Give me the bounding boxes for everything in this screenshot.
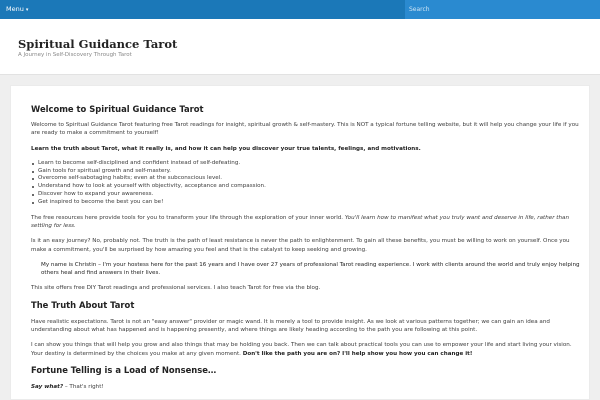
benefits-list (31, 160, 581, 207)
search-box (405, 0, 600, 19)
article (31, 104, 581, 398)
offers-paragraph: This site offers free DIY Tarot readings and professional services. I also teach Tarot for free via the blog. (31, 285, 321, 292)
learn-truth-paragraph: Learn the truth about Tarot, what it really is, and how it can help you discover your true talents, feelings, and motivations. (31, 145, 421, 152)
intro-paragraph: Welcome to Spiritual Guidance Tarot featuring free Tarot readings for insight, spiritual growth & self-mastery. This is NOT a typical fortune telling website, but it will help you change your life if you are ready to make a commitment to yourself! (31, 122, 579, 137)
resources-text: The free resources here provide tools for you to transform your life through the exploration of your inner world. (31, 214, 344, 221)
page-title: Welcome to Spiritual Guidance Tarot (31, 104, 204, 114)
say-what-emphasis: Say what? (31, 383, 64, 390)
easy-journey-paragraph: Is it an easy journey? No, probably not. The truth is the path of least resistance is never the path to enlightenment. To gain all these benefits, you must be willing to work on yourself. Once you make a commitment, you'll be surprised by how amazing you feel and that is the catalyst to keep seeking and growing. (31, 238, 570, 253)
say-what-text: – That's right! (63, 383, 104, 390)
list-item: Discover how to expand your awareness. (31, 191, 581, 199)
say-what-paragraph (31, 383, 581, 391)
truth-paragraph-2-bold: Don't like the path you are on? I'll help show you how you can change it! (242, 350, 473, 357)
truth-paragraph-2 (31, 341, 581, 358)
list-item: Understand how to look at yourself with objectivity, acceptance and compassion. (31, 183, 581, 191)
menu-label: Menu (6, 5, 24, 13)
site-title[interactable]: Spiritual Guidance Tarot (18, 37, 178, 51)
main-content (10, 85, 590, 400)
site-header (0, 19, 600, 75)
list-item: Overcome self-sabotaging habits; even at the subconscious level. (31, 175, 581, 183)
list-item: Gain tools for spiritual growth and self-mastery. (31, 168, 581, 176)
chevron-down-icon: ▾ (25, 7, 29, 13)
top-navigation-bar (0, 0, 600, 19)
menu-button[interactable] (6, 3, 28, 16)
list-item: Get inspired to become the best you can be! (31, 199, 581, 207)
list-item: Learn to become self-disciplined and confident instead of self-defeating. (31, 160, 581, 168)
fortune-heading: Fortune Telling is a Load of Nonsense… (31, 364, 217, 375)
search-input[interactable] (409, 3, 595, 16)
truth-paragraph-1: Have realistic expectations. Tarot is not an "easy answer" provider or magic wand. It is merely a tool to provide insight. As we look at various patterns together; we can gain an idea and understanding about what has happened and is happening presently, and where things are likely heading according to the path you are following at this point. (31, 318, 550, 334)
resources-paragraph (31, 214, 581, 231)
truth-heading: The Truth About Tarot (31, 299, 135, 310)
hostess-quote: My name is Christin – I'm your hostess here for the past 16 years and I have over 27 years of professional Tarot reading experience. I work with clients around the world and truly enjoy helping others heal and find answers in their lives. (41, 261, 580, 277)
resources-emphasis: You'll learn how to manifest what you truly want and deserve in life, rather than settling for less. (31, 214, 570, 229)
truth-paragraph-2-text: I can show you things that will help you grow and also things that may be holding you back. Then we can talk about practical tools you can use to empower your life and start living your vision. Your destiny is determined by the choices you make at any given moment. (31, 342, 572, 357)
site-tagline: A Journey in Self-Discovery Through Tarot (18, 52, 132, 58)
